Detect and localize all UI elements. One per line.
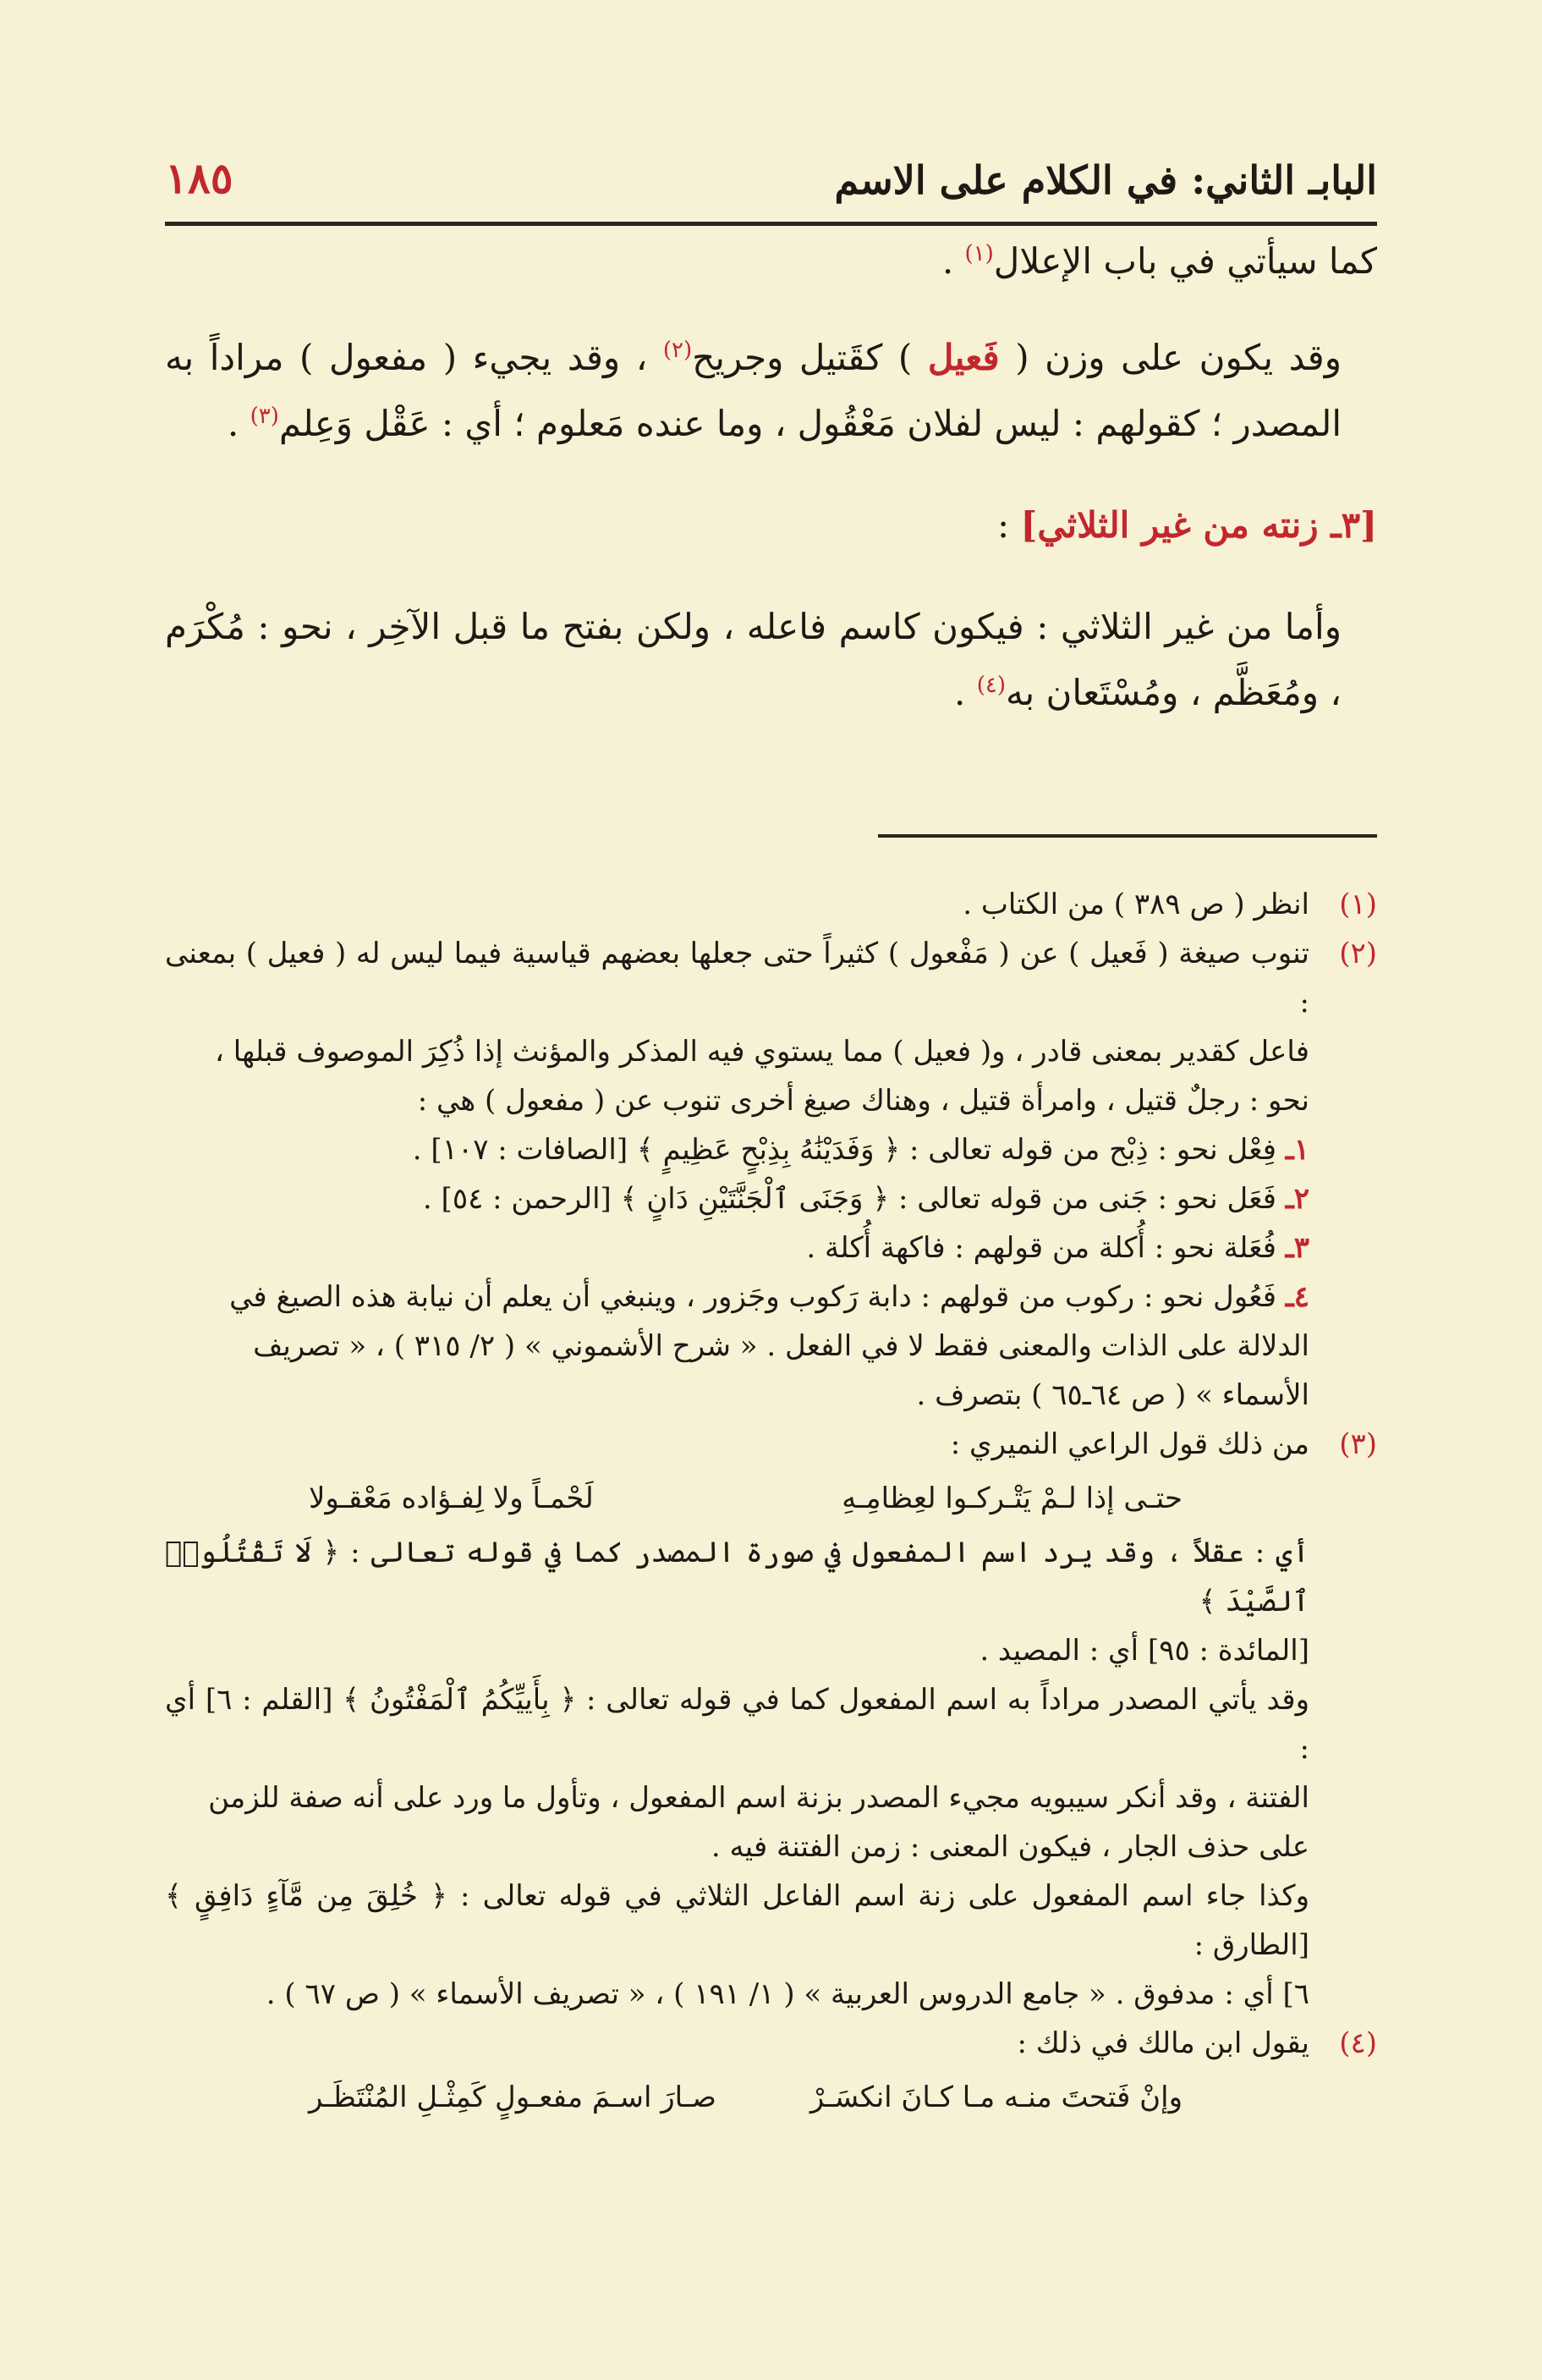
footnote-ref-1[interactable]: (١) [964, 241, 994, 267]
list-item [165, 1125, 1309, 1174]
verse-second-hemistich: صـارَ اسـمَ مفعـولٍ كَمِثْـلِ المُنْتَظَـر [309, 2080, 716, 2114]
verse [165, 1469, 1309, 1528]
footnote-line: انظر ( ص ٣٨٩ ) من الكتاب . [963, 888, 1309, 921]
verse-first-hemistich: حتـى إذا لـمْ يَتْـركـوا لعِظامِـهِ [842, 1481, 1183, 1515]
footnote-line: الدلالة على الذات والمعنى فقط لا في الفعل . « شرح الأشموني » ( ٢/ ٣١٥ ) ، « تصريف [253, 1329, 1309, 1363]
running-title: البابـ الثاني: في الكلام على الاسم [834, 157, 1377, 203]
item-number: ٤ـ [1285, 1280, 1309, 1314]
footnote-line: الأسماء » ( ص ٦٤ـ٦٥ ) بتصرف . [916, 1378, 1309, 1412]
footnote-number: (٢) [1339, 937, 1377, 970]
header-rule [165, 222, 1377, 226]
footnote-number: (٤) [1339, 2026, 1377, 2060]
paragraph-2 [165, 325, 1377, 457]
footnotes [165, 880, 1377, 2127]
footnote-line: فاعل كقدير بمعنى قادر ، و( فعيل ) مما يستوي فيه المذكر والمؤنث إذا ذُكِرَ الموصوف قبلها ، [214, 1035, 1309, 1069]
footnote-line: تنوب صيغة ( فَعيل ) عن ( مَفْعول ) كثيراً حتى جعلها بعضهم قياسية فيما ليس له ( فعيل ) بمعنى : [165, 937, 1309, 1020]
section-colon: : [997, 504, 1021, 546]
item-number: ٢ـ [1285, 1182, 1309, 1216]
paragraph-3 [165, 594, 1377, 726]
footnote-line: وكذا جاء اسم المفعول على زنة اسم الفاعل الثلاثي في قوله تعالى : ﴿ خُلِقَ مِن مَّآءٍ دَافِقٍ ﴾ [الطارق : [165, 1879, 1309, 1962]
footnote-line: من ذلك قول الراعي النميري : [950, 1427, 1309, 1461]
footnote-ref-4[interactable]: (٤) [976, 673, 1006, 698]
verse-first-hemistich: وإنْ فَتحتَ منـه مـا كـانَ انكسَـرْ [809, 2080, 1183, 2114]
verse-second-hemistich: لَحْمـاً ولا لِفـؤاده مَعْقـولا [309, 1481, 594, 1515]
p3-end: . [954, 672, 977, 713]
footnote-line: نحو : رجلٌ قتيل ، وامرأة قتيل ، وهناك صيغ أخرى تنوب عن ( مفعول ) هي : [417, 1084, 1309, 1118]
footnote-2 [165, 929, 1377, 1420]
footnote-ref-2[interactable]: (٢) [662, 338, 693, 363]
p2-text-c: ، وقد يجيء ( مفعول ) مراداً به المصدر ؛ كقولهم : ليس لفلان مَعْقُول ، وما عنده مَعلوم ؛ أي : عَقْل وَعِلم [165, 337, 1342, 444]
verse [165, 2068, 1309, 2127]
item-text: فُعَلة نحو : أُكلة من قولهم : فاكهة أُكلة . [806, 1231, 1286, 1265]
main-text [165, 228, 1377, 726]
footnote-line: وقد يأتي المصدر مراداً به اسم المفعول كما في قوله تعالى : ﴿ بِأَييِّكُمُ ٱلْمَفْتُونُ ﴾ [القلم : ٦] أي : [165, 1683, 1309, 1766]
item-text: فَعُول نحو : ركوب من قولهم : دابة رَكوب وجَزور ، وينبغي أن يعلم أن نيابة هذه الصيغ في [229, 1280, 1286, 1314]
footnote-line: [المائدة : ٩٥] أي : المصيد . [980, 1634, 1309, 1668]
paragraph-1 [165, 228, 1377, 294]
footnote-line: الفتنة ، وقد أنكر سيبويه مجيء المصدر بزنة اسم المفعول ، وتأول ما ورد على أنه صفة للزمن [208, 1781, 1309, 1815]
list-item [165, 1272, 1309, 1322]
p3-text: وأما من غير الثلاثي : فيكون كاسم فاعله ، ولكن بفتح ما قبل الآخِر ، نحو : مُكْرَم ، ومُعَظَّم ، ومُسْتَعان به [165, 606, 1342, 713]
item-number: ١ـ [1285, 1133, 1309, 1167]
footnote-line: على حذف الجار ، فيكون المعنى : زمن الفتنة فيه . [711, 1830, 1309, 1864]
list-item [165, 1174, 1309, 1223]
p2-text-a: وقد يكون على وزن ( [999, 337, 1342, 378]
footnote-number: (١) [1339, 888, 1377, 921]
section-heading [165, 492, 1377, 558]
footnote-4 [165, 2019, 1377, 2127]
section-title: [٣ـ زنته من غير الثلاثي] [1020, 504, 1377, 546]
page-number: ١٨٥ [165, 153, 233, 203]
page-header [165, 142, 1377, 203]
list-item [165, 1223, 1309, 1272]
p1-text: كما سيأتي في باب الإعلال [993, 240, 1377, 282]
item-text: فِعْل نحو : ذِبْح من قوله تعالى : ﴿ وَفَدَيْنَٰهُ بِذِبْحٍ عَظِيمٍ ﴾ [الصافات : ١٠٧] . [412, 1133, 1286, 1167]
item-text: فَعَل نحو : جَنى من قوله تعالى : ﴿ وَجَنَى ٱلْجَنَّتَيْنِ دَانٍ ﴾ [الرحمن : ٥٤] . [422, 1182, 1286, 1216]
footnote-line: أي : عقلاً ، وقد يرد اسم المفعول في صورة المصدر كما في قوله تعالى : ﴿ لَا تَقْتُلُوا۟ ٱلصَّيْدَ ﴾ [165, 1536, 1309, 1619]
footnote-separator [878, 834, 1377, 838]
p2-end: . [227, 403, 250, 444]
footnote-line: يقول ابن مالك في ذلك : [1017, 2026, 1309, 2060]
footnote-line: ٦] أي : مدفوق . « جامع الدروس العربية » ( ١/ ١٩١ ) ، « تصريف الأسماء » ( ص ٦٧ ) . [266, 1977, 1309, 2011]
p2-text-b: ) كقَتيل وجريح [692, 337, 928, 378]
p1-end: . [941, 240, 965, 282]
footnote-3 [165, 1420, 1377, 2019]
footnote-ref-3[interactable]: (٣) [250, 404, 279, 429]
highlight-faeel: فَعيل [927, 337, 1000, 378]
footnote-1 [165, 880, 1377, 929]
footnote-number: (٣) [1339, 1427, 1377, 1461]
item-number: ٣ـ [1285, 1231, 1309, 1265]
